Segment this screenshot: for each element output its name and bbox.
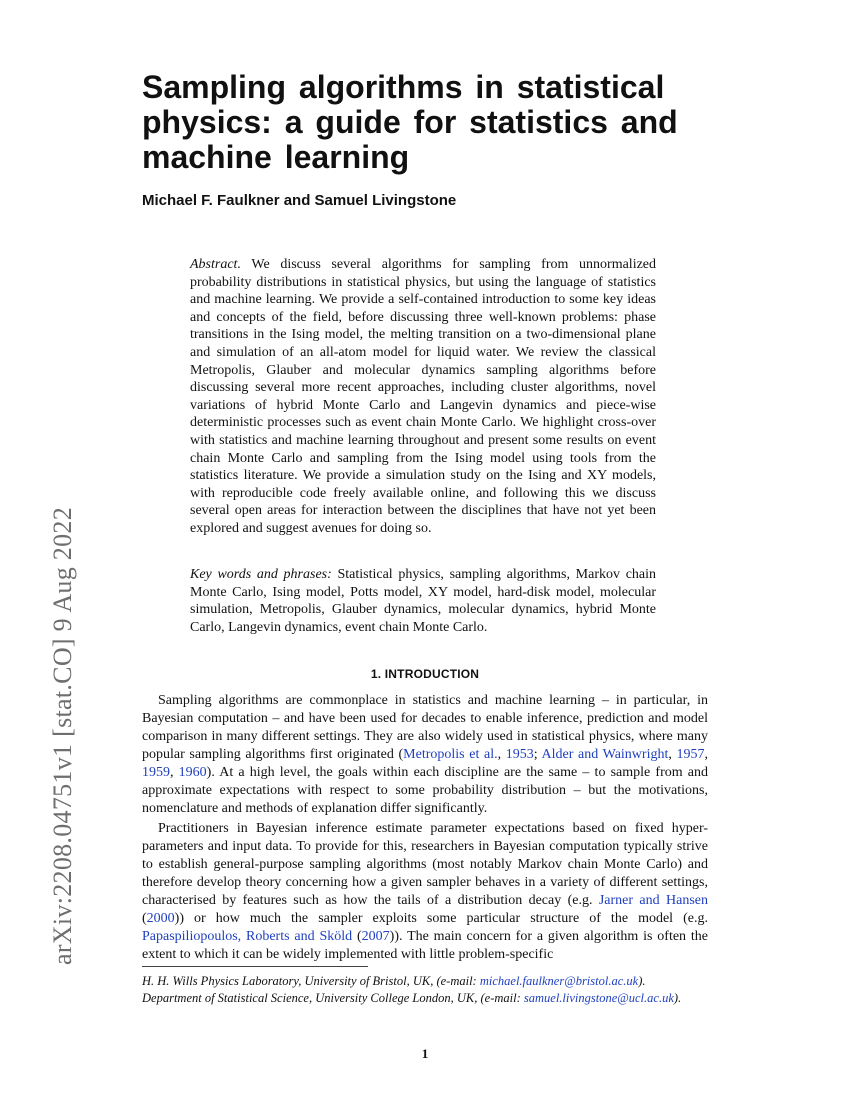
text-run: Department of Statistical Science, University College London, UK, (e-mail: (142, 990, 524, 1005)
page-number: 1 (421, 1046, 429, 1061)
text-run: , (170, 765, 179, 780)
footnote-divider (142, 966, 368, 967)
footnotes (142, 973, 708, 1006)
paper-title: Sampling algorithms in statistical physics: a guide for statistics and machine learning (142, 69, 678, 175)
keywords-text: Statistical physics, sampling algorithms, Markov chain Monte Carlo, Ising model, Potts model, XY model, hard-disk model, molecular simulation, Metropolis, Glauber dynamics, molecular dynamics, hybrid Monte Carlo, Langevin dynamics, event chain Monte Carlo. (190, 567, 657, 635)
text-run: ; (533, 747, 542, 762)
keywords (190, 566, 656, 636)
text-run: ( (352, 929, 362, 944)
text-run: ). (673, 990, 682, 1005)
citation-link-1957[interactable]: 1957 (676, 747, 705, 762)
citation-link-metropolis[interactable]: Metropolis et al. (403, 747, 498, 762)
text-run: , (704, 747, 709, 762)
citation-link-1960[interactable]: 1960 (178, 765, 207, 780)
text-run: , (668, 747, 677, 762)
citation-link-alder-wainwright[interactable]: Alder and Wainwright (541, 747, 669, 762)
citation-link-jarner-hansen[interactable]: Jarner and Hansen (598, 893, 708, 908)
footnote-affiliation-livingstone (142, 990, 708, 1007)
abstract-label: Abstract. (190, 257, 241, 272)
citation-link-1953[interactable]: 1953 (505, 747, 534, 762)
text-run: ). (638, 974, 646, 988)
text-run: Practitioners in Bayesian inference estimate parameter expectations based on fixed hyper-parameters and input data. To provide for this, researchers in Bayesian computation typically strive to establish general-purpose sampling algorithms (most notably Markov chain Monte Carlo) and therefore develop theory concerning how a given sampler behaves in a variety of different settings, characterised by features such as how the tails of a distribution decay (e.g. (142, 821, 708, 908)
text-run: Sampling algorithms are commonplace in statistics and machine learning – in particular, in Bayesian computation – and have been used for decades to enable inference, prediction and model comparison in many different settings. They are also widely used in statistical physics, where many popular sampling algorithms first originated ( (142, 693, 708, 762)
email-link-livingstone[interactable]: samuel.livingstone@ucl.ac.uk (523, 990, 674, 1005)
intro-paragraph-1 (142, 692, 708, 818)
section-heading-introduction: 1. INTRODUCTION (370, 667, 480, 681)
citation-link-2007[interactable]: 2007 (361, 929, 390, 944)
text-run: ( (142, 911, 147, 926)
citation-link-2000[interactable]: 2000 (146, 911, 175, 926)
text-run: )) or how much the sampler exploits some particular structure of the model (e.g. (174, 911, 708, 926)
text-run: ). At a high level, the goals within each discipline are the same – to sample from and approximate expectations with respect to some probability distribution – but the motivations, nomenclature and methods of explanation differ significantly. (142, 765, 709, 816)
text-run: H. H. Wills Physics Laboratory, University of Bristol, UK, (e-mail: (142, 974, 480, 988)
text-run: , (497, 747, 506, 762)
paper-authors: Michael F. Faulkner and Samuel Livingstone (142, 192, 457, 209)
abstract-text: We discuss several algorithms for sampling from unnormalized probability distributions in statistical physics, but using the language of statistics and machine learning. We provide a self-contained introduction to some key ideas and concepts of the field, before discussing three well-known problems: phase transitions in the Ising model, the melting transition on a two-dimensional plane and simulation of an all-atom model for liquid water. We review the classical Metropolis, Glauber and molecular dynamics sampling algorithms before discussing several more recent approaches, including cluster algorithms, novel variations of hybrid Monte Carlo and Langevin dynamics and piece-wise deterministic processes such as event chain Monte Carlo. We highlight cross-over with statistics and machine learning throughout and present some results on event chain Monte Carlo and sampling from the Ising model using tools from the statistics literature. We provide a simulation study on the Ising and XY models, with reproducible code freely available online, and following this we discuss several open areas for interaction between the disciplines that have not yet been explored and suggest avenues for doing so. (190, 257, 657, 536)
email-link-faulkner[interactable]: michael.faulkner@bristol.ac.uk (479, 974, 639, 988)
citation-link-1959[interactable]: 1959 (142, 765, 170, 780)
intro-paragraph-2 (142, 820, 708, 964)
citation-link-papaspiliopoulos[interactable]: Papaspiliopoulos, Roberts and Sköld (142, 929, 353, 944)
text-run: )). The main concern for a given algorithm is often the extent to which it can be widely implemented with little problem-specific (142, 929, 708, 962)
arxiv-identifier-stamp: arXiv:2208.04751v1 [stat.CO] 9 Aug 2022 (48, 506, 77, 965)
abstract (190, 256, 656, 538)
keywords-label: Key words and phrases: (190, 567, 332, 582)
footnote-affiliation-faulkner (142, 973, 708, 990)
